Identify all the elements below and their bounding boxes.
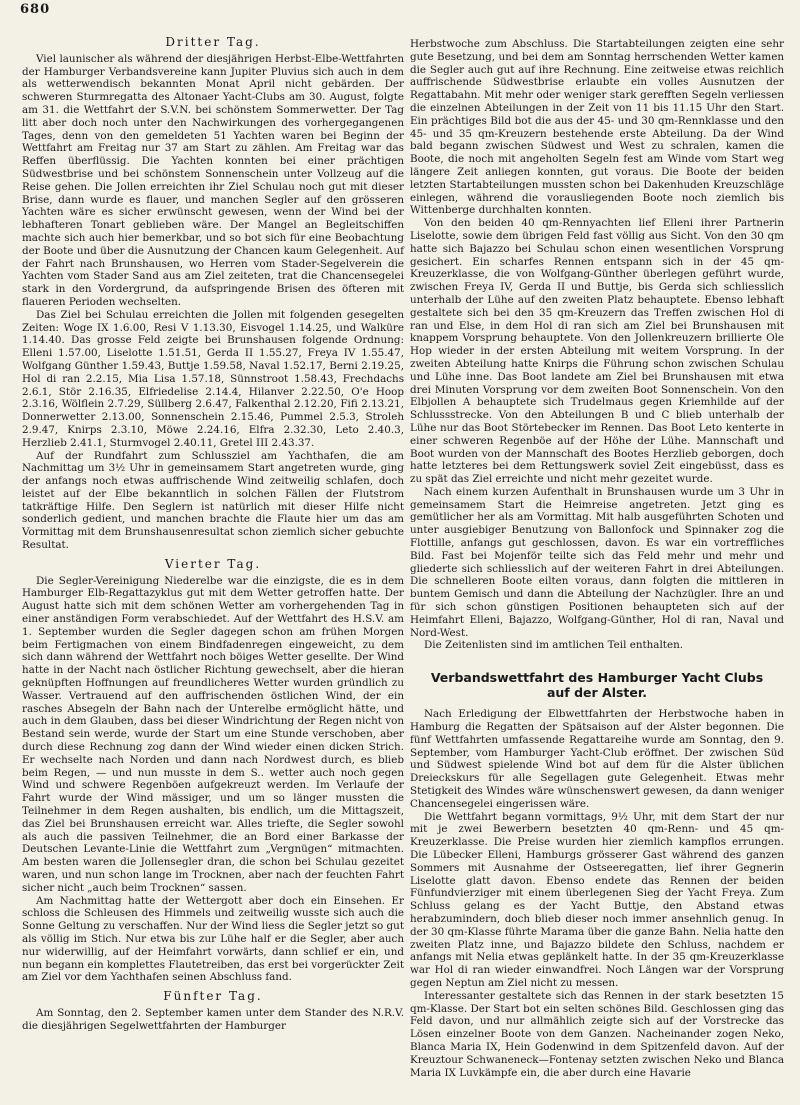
section-heading-dritter-tag: Dritter Tag. [165,35,261,49]
section-heading-vierter-tag: Vierter Tag. [164,556,262,571]
page-number: 680 [20,2,51,17]
right-column [410,38,784,1079]
paragraph: Nach einem kurzen Aufenthalt in Brunshausen wurde um 3 Uhr in gemeinsamem Start die Heimreise angetreten. Jetzt ging es gemütlicher her als am Vormittag. Mit halb ausgeführten Schoten und unter ausgiebiger Benutzung von Ballonfock und Spinnaker zog die Flottille, anfangs gut geschlossen, davon. Es war ein vortreffliches Bild. Fast bei Mojenför teilte sich das Feld mehr und mehr und gliederte sich schliesslich auf der weiteren Fahrt in drei Abteilungen. Die schnelleren Boote eilten voraus, dann folgten die mittleren in buntem Gemisch und dann die Abteilung der Nachzügler. Ihre an und für sich schon günstigen Positionen behaupteten sich auf der Heimfahrt Elleni, Bajazzo, Wolfgang-Günther, Hol di ran, Naval und Nord-West. [410,485,784,639]
paragraph: Das Ziel bei Schulau erreichten die Jollen mit folgenden gesegelten Zeiten: Woge IX 1.6.00, Resi V 1.13.30, Eisvogel 1.14.25, und Walküre 1.14.40. Das grosse Feld zeigte bei Brunshausen folgende Ordnung: Elleni 1.57.00, Liselotte 1.51.51, Gerda II 1.55.27, Freya IV 1.55.47, Wolfgang Günther 1.59.43, Buttje 1.59.58, Naval 1.52.17, Berni 2.19.25, Hol di ran 2.2.15, Mia Lisa 1.57.18, Sünnstroot 1.58.43, Frechdachs 2.6.1, Stör 2.16.35, Elfriedelise 2.14.4, Hilanver 2.22.50, O'e Hoop 2.3.16, Wölflein 2.7.29, Süllberg 2.6.47, Falkenthal 2.12.20, Fifi 2.13.21, Donnerwetter 2.13.00, Sonnenschein 2.15.46, Pummel 2.5.3, Stroleh 2.9.47, Knirps 2.3.10, Möwe 2.24.16, Elfra 2.32.30, Leto 2.40.3, Herzlieb 2.41.1, Sturmvogel 2.40.11, Gretel III 2.43.37. [22,308,404,449]
article-title [410,670,784,700]
paragraph: Von den beiden 40 qm-Rennyachten lief Elleni ihrer Partnerin Liselotte, sowie dem übrigen Feld fast völlig aus Sicht. Von den 30 qm hatte sich Bajazzo bei Schulau schon einen wesentlichen Vorsprung gesichert. Ein scharfes Rennen entspann sich in der 45 qm-Kreuzerklasse, die von Wolfgang-Günther überlegen geführt wurde, zwischen Freya IV, Gerda II und Buttje, bis Gerda sich schliesslich unterhalb der Lühe auf den zweiten Platz behauptete. Ebenso lebhaft gestaltete sich bei den 35 qm-Kreuzern das Treffen zwischen Hol di ran und Else, in dem Hol di ran sich am Ziel bei Brunshausen mit knappem Vorsprung behauptete. Von den Jollenkreuzern brillierte Ole Hop wieder in der ersten Abteilung mit weitem Vorsprung. In der zweiten Abteilung hatte Knirps die Führung schon zwischen Schulau und Lühe inne. Das Boot landete am Ziel bei Brunshausen mit etwa drei Minuten Vorsprung vor dem zweiten Boot Sonnenschein. Von den Elbjollen A behauptete sich Trudelmaus gegen Kriemhilde auf der Schlussstrecke. Von den Abteilungen B und C blieb unterhalb der Lühe nur das Boot Störtebecker im Rennen. Das Boot Leto kenterte in einer schweren Regenböe auf der Höhe der Lühe. Mannschaft und Boot wurden von der Mannschaft des Bootes Herzlieb geborgen, doch hatte letzteres bei dem Rettungswerk soviel Zeit eingebüsst, dass es zu spät das Ziel erreichte und nicht mehr gezeitet wurde. [410,217,784,486]
paragraph: Interessanter gestaltete sich das Rennen in der stark besetzten 15 qm-Klasse. Der Start bot ein selten schönes Bild. Geschlossen ging das Feld davon, und nur allmählich zeigte sich auf der Vorstrecke das Lösen einzelner Boote von dem Ganzen. Nacheinander zogen Neko, Blanca Maria IX, Hein Godenwind in dem Spitzenfeld davon. Auf der Kreuztour Schwaneneck—Fontenay setzten zwischen Neko und Blanca Maria IX Luvkämpfe ein, die aber durch eine Havarie [410,989,784,1079]
paragraph: Viel launischer als während der diesjährigen Herbst-Elbe-Wettfahrten der Hamburger Verbandsvereine kann Jupiter Pluvius sich auch in dem als wetterwendisch bekannten Monat April nicht gebärden. Der schweren Sturmregatta des Altonaer Yacht-Clubs am 30. August, folgte am 31. die Wettfahrt der S.V.N. bei schönstem Sommerwetter. Der Tag litt aber doch noch unter den Nachwirkungen des vorhergegangenen Tages, denn von den gemeldeten 51 Yachten waren bei Beginn der Wettfahrt am Freitag nur 37 am Start zu zählen. Am Freitag war das Reffen überflüssig. Die Yachten konnten bei einer prächtigen Südwestbrise und bei schönstem Sonnenschein unter Vollzeug auf die Reise gehen. Die Jollen erreichten ihr Ziel Schulau noch gut mit dieser Brise, dann wurde es flauer, und manchen Segler auf den grösseren Yachten wäre es sicher erwünscht gewesen, wenn der Wind bei der lebhafteren Tonart geblieben wäre. Der Mangel an Begleitschiffen machte sich auch hier bemerkbar, und so bot sich für eine Beobachtung der Boote und über die Ausnutzung der Chancen kaum Gelegenheit. Auf der Fahrt nach Brunshausen, wo Herren vom Stader-Segelverein die Yachten vom Stader Sand aus am Ziel zeiteten, trat die Chancensegelei stark in den Vordergrund, da aufspringende Brisen des öfteren mit flaueren Perioden wechselten. [22,52,404,308]
left-column [22,36,404,1033]
paragraph-note: Die Zeitenlisten sind im amtlichen Teil enthalten. [424,639,684,652]
paragraph: Am Sonntag, den 2. September kamen unter dem Stander des N.R.V. die diesjährigen Segelwettfahrten der Hamburger [22,1006,404,1032]
paragraph: Die Segler-Vereinigung Niederelbe war die einzigste, die es in dem Hamburger Elb-Regattazyklus gut mit dem Wetter getroffen hatte. Der August hatte sich mit dem schönen Wetter am vorhergehenden Tag in einer anständigen Form verabschiedet. Auf der Wettfahrt des H.S.V. am 1. September wurden die Segler dagegen schon am frühen Morgen beim Fertigmachen von einem Bindfadenregen eingeweicht, zu dem sich dann während der Wettfahrt noch böiges Wetter gesellte. Der Wind hatte in der Nacht nach östlicher Richtung gewechselt, aber die hieran geknüpften Hoffnungen auf freundlicheres Wetter wurden gründlich zu Wasser. Vertrauend auf den auffrischenden östlichen Wind, der ein rasches Absegeln der Bahn nach der Unterelbe ermöglicht hätte, und auch in dem Glauben, dass bei dieser Windrichtung der Regen nicht von Bestand sein werde, wurde der Start um eine Stunde verschoben, aber durch diese Rechnung zog dann der Wind wieder einen dicken Strich. Er wechselte nach Norden und dann nach Nordwest durch, es blieb beim Regen, — und nun musste in dem S.. wetter auch noch gegen Wind und schwere Regenböen aufgekreuzt werden. Im Verlaufe der Fahrt wurde der Wind mässiger, und um so länger mussten die Teilnehmer in dem Regen aushalten, bis endlich, um die Mittagszeit, das Ziel bei Brunshausen erreicht war. Alles triefte, die Segler sowohl als auch die passiven Teilnehmer, die an Bord einer Barkasse der Deutschen Levante-Linie die Wettfahrt zum „Vergnügen“ mitmachten. Am besten waren die Jollensegler dran, die schon bei Schulau gezeitet waren, und nun schon lange im Trocknen, aber nach der feuchten Fahrt sicher nicht „auch beim Trocknen“ sassen. [22,574,404,894]
article-title-line-2: auf der Alster. [546,685,648,701]
paragraph: Die Wettfahrt begann vormittags, 9½ Uhr, mit dem Start der nur mit je zwei Bewerbern besetzten 40 qm-Renn- und 45 qm-Kreuzerklasse. Die Preise wurden hier ziemlich kampflos errungen. Die Lübecker Elleni, Hamburgs grösserer Gast während des ganzen Sommers mit Ausnahme der Ostseeregatten, lief ihrer Gegnerin Liselotte glatt davon. Ebenso endete das Rennen der beiden Fünfundvierziger mit einem überlegenen Sieg der Yacht Freya. Zum Schluss gelang es der Yacht Buttje, den Abstand etwas herabzumindern, doch blieb dieser noch immer ansehnlich genug. In der 30 qm-Klasse führte Marama über die ganze Bahn. Nelia hatte den zweiten Platz inne, und Bajazzo bildete den Schluss, nachdem er anfangs mit Nelia etwas geplänkelt hatte. In der 35 qm-Kreuzerklasse war Hol di ran wieder einwandfrei. Noch Längen war der Vorsprung gegen Neptun am Ziel nicht zu messen. [410,810,784,989]
paragraph: Am Nachmittag hatte der Wettergott aber doch ein Einsehen. Er schloss die Schleusen des Himmels und zeitweilig wusste sich auch die Sonne Geltung zu verschaffen. Nur der Wind liess die Segler jetzt so gut als völlig im Stich. Nur etwa bis zur Lühe half er die Segler, aber auch nur widerwillig, auf der Heimfahrt vorwärts, dann schlief er ein, und nun begann ein komplettes Flautetreiben, das erst bei vorgerückter Zeit am Ziel vor dem Yachthafen seinen Abschluss fand. [22,894,404,984]
paragraph: Herbstwoche zum Abschluss. Die Startabteilungen zeigten eine sehr gute Besetzung, und bei dem am Sonntag herrschenden Wetter kamen die Segler auch gut auf ihre Rechnung. Eine zeitweise etwas reichlich auffrischende Südwestbrise erlaubte ein volles Ausnutzen der Regattabahn. Mit mehr oder weniger stark gerefften Segeln verliessen die einzelnen Abteilungen in der Zeit von 11 bis 11.15 Uhr den Start. Ein prächtiges Bild bot die aus der 45- und 30 qm-Rennklasse und den 45- und 35 qm-Kreuzern bestehende erste Abteilung. Da der Wind bald begann zwischen Südwest und West zu schralen, kamen die Boote, die noch mit angeholten Segeln fest am Winde vom Start weg längere Zeit anliegen konnten, gut voraus. Die Boote der beiden letzten Startabteilungen mussten schon bei Dakenhuden Kreuzschläge einlegen, während die vorausliegenden Boote noch ziemlich bis Wittenberge durchhalten konnten. [410,38,784,217]
paragraph: Nach Erledigung der Elbwettfahrten der Herbstwoche haben in Hamburg die Regatten der Spätsaison auf der Alster begonnen. Die fünf Wettfahrten umfassende Regattareihe wurde am Sonntag, den 9. September, vom Hamburger Yacht-Club eröffnet. Der zwischen Süd und Südwest spielende Wind bot auf dem für die Alster üblichen Dreieckskurs für alle Segellagen gute Gelegenheit. Etwas mehr Stetigkeit des Windes wäre wünschenswert gewesen, da dann weniger Chancensegelei eingerissen wäre. [410,708,784,810]
article-title-line-1: Verbandswettfahrt des Hamburger Yacht Clubs [430,670,764,686]
section-heading-fuenfter-tag: Fünfter Tag. [163,989,263,1004]
paragraph: Auf der Rundfahrt zum Schlussziel am Yachthafen, die am Nachmittag um 3½ Uhr in gemeinsamem Start angetreten wurde, ging der anfangs noch etwas auffrischende Wind zeitweilig schlafen, doch leistet auf der Elbe bekanntlich in solchen Fällen der Flutstrom tatkräftige Hilfe. Den Seglern ist natürlich mit dieser Hilfe nicht sonderlich gedient, und manchen brachte die Flaute hier um das am Vormittag mit dem Brunshausenresultat schon ziemlich sicher gebuchte Resultat. [22,449,404,552]
